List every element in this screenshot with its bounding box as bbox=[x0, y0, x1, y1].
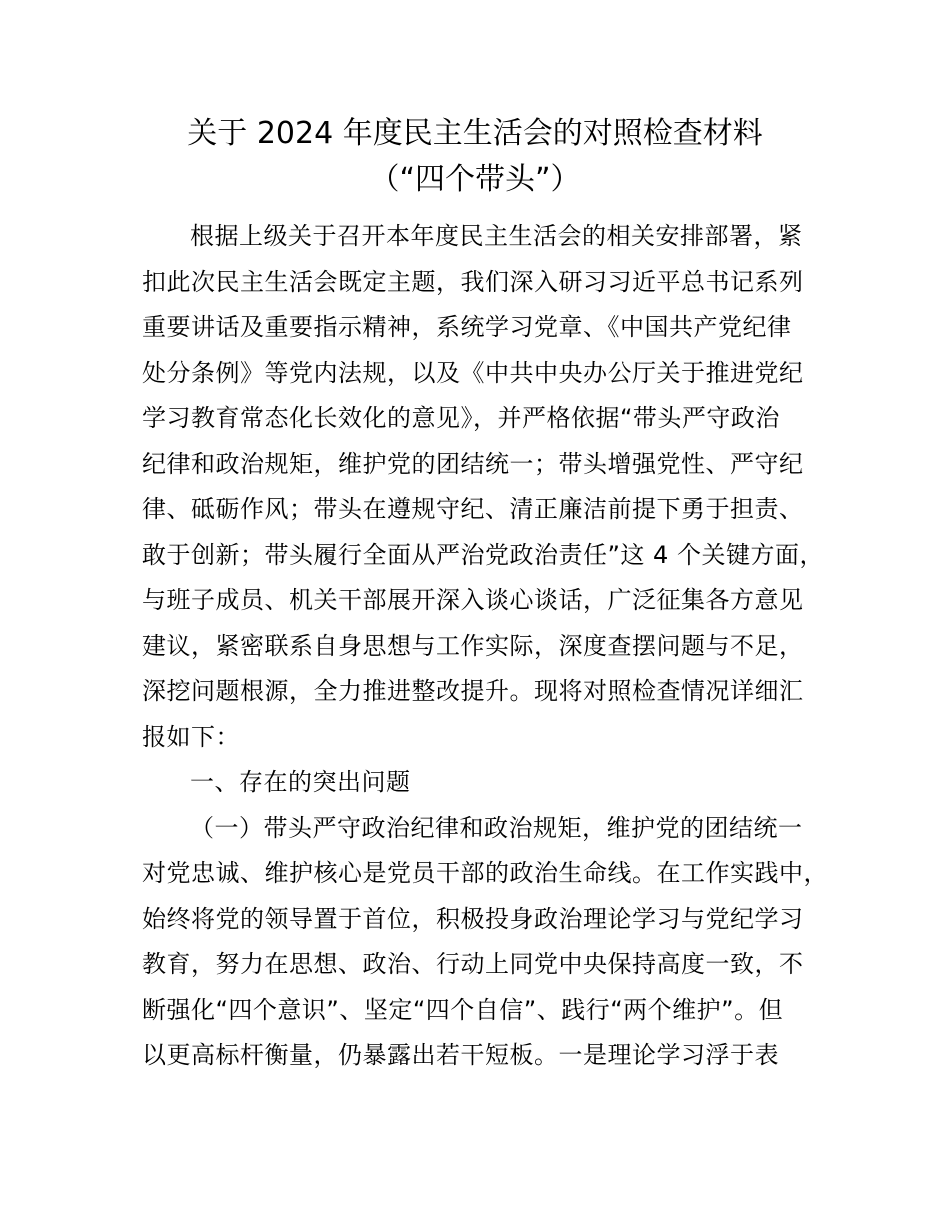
paragraph-line: 扣此次民主生活会既定主题，我们深入研习习近平总书记系列 bbox=[142, 268, 804, 296]
paragraph-line: 律、砥砺作风；带头在遵规守纪、清正廉洁前提下勇于担责、 bbox=[142, 495, 804, 523]
paragraph-line: 始终将党的领导置于首位，积极投身政治理论学习与党纪学习 bbox=[142, 905, 804, 933]
paragraph-line: 处分条例》等党内法规，以及《中共中央办公厅关于推进党纪 bbox=[142, 359, 804, 387]
paragraph-line: 重要讲话及重要指示精神，系统学习党章、《中国共产党纪律 bbox=[142, 313, 792, 341]
paragraph-line: 根据上级关于召开本年度民主生活会的相关安排部署，紧 bbox=[190, 222, 803, 250]
paragraph-line: 报如下： bbox=[142, 723, 240, 751]
document-subtitle: （“四个带头”） bbox=[369, 162, 581, 197]
subsection-heading: （一）带头严守政治纪律和政治规矩，维护党的团结统一 bbox=[190, 814, 803, 842]
document-title: 关于 2024 年度民主生活会的对照检查材料 bbox=[187, 116, 763, 151]
paragraph-line: 纪律和政治规矩，维护党的团结统一；带头增强党性、严守纪 bbox=[142, 450, 804, 478]
paragraph-line: 断强化“四个意识”、坚定“四个自信”、践行“两个维护”。但 bbox=[142, 996, 784, 1024]
paragraph-line: 以更高标杆衡量，仍暴露出若干短板。一是理论学习浮于表 bbox=[142, 1041, 779, 1069]
paragraph-line: 敢于创新；带头履行全面从严治党政治责任”这 4 个关键方面， bbox=[142, 541, 824, 569]
section-heading: 一、存在的突出问题 bbox=[190, 768, 411, 796]
paragraph-line: 学习教育常态化长效化的意见》，并严格依据“带头严守政治 bbox=[142, 404, 780, 432]
paragraph-line: 建议，紧密联系自身思想与工作实际，深度查摆问题与不足， bbox=[142, 632, 804, 660]
paragraph-line: 对党忠诚、维护核心是党员干部的政治生命线。在工作实践中， bbox=[142, 859, 828, 887]
paragraph-line: 与班子成员、机关干部展开深入谈心谈话，广泛征集各方意见 bbox=[142, 586, 804, 614]
paragraph-line: 教育，努力在思想、政治、行动上同党中央保持高度一致，不 bbox=[142, 950, 804, 978]
paragraph-line: 深挖问题根源，全力推进整改提升。现将对照检查情况详细汇 bbox=[142, 677, 804, 705]
